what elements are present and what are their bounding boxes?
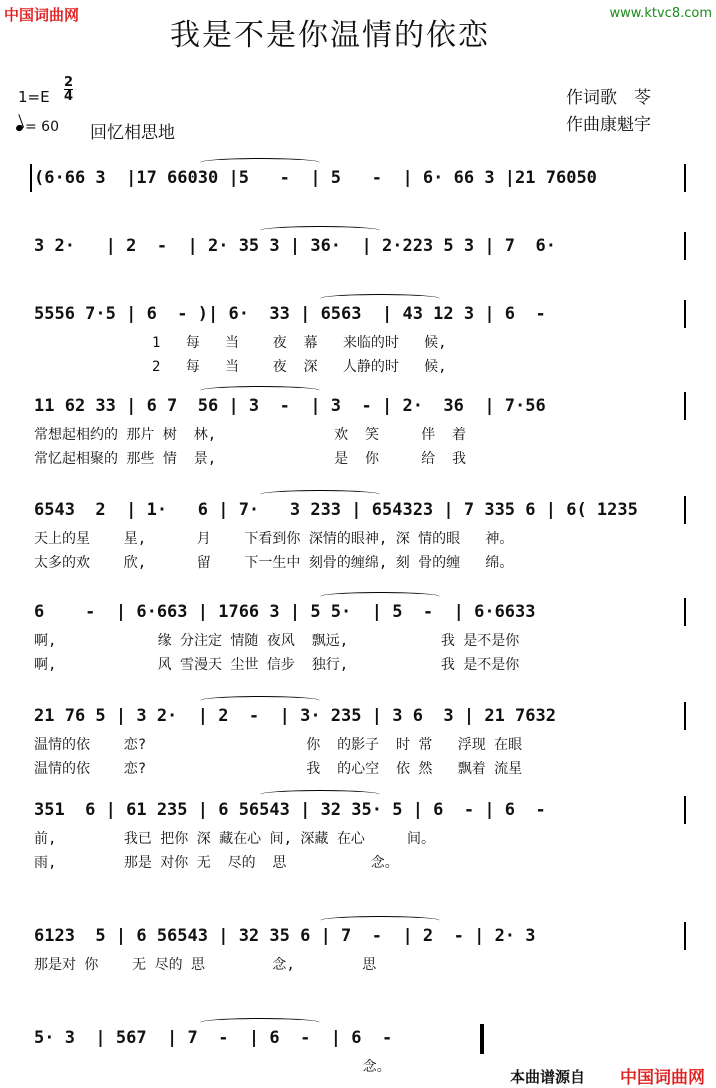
slur-mark bbox=[260, 226, 380, 235]
subtitle: 回忆相思地 bbox=[90, 123, 175, 143]
barline bbox=[30, 164, 32, 192]
time-signature-bottom: 4 bbox=[64, 89, 74, 104]
notation-row: 11 62 33 | 6 7 56 | 3 - | 3 - | 2· 36 | 7·56 bbox=[34, 396, 546, 416]
barline bbox=[684, 496, 686, 524]
notation-row: 5556 7·5 | 6 - )| 6· 33 | 6563 | 43 12 3 | 6 - bbox=[34, 304, 546, 324]
barline bbox=[684, 300, 686, 328]
notation-row: 21 76 5 | 3 2· | 2 - | 3· 235 | 3 6 3 | 21 7632 bbox=[34, 706, 556, 726]
composer-credit: 作曲康魁宇 bbox=[566, 115, 651, 135]
lyric-line-1: 常想起相约的 那片 树 林, 欢 笑 伴 着 bbox=[34, 427, 467, 443]
source-brand: 中国词曲网 bbox=[620, 1068, 705, 1088]
slur-mark bbox=[320, 294, 440, 303]
barline bbox=[684, 702, 686, 730]
lyric-line-1: 天上的星 星, 月 下看到你 深情的眼神, 深 情的眼 神。 bbox=[34, 531, 514, 547]
lyric-line-1: 那是对 你 无 尽的 思 念, 思 bbox=[34, 957, 377, 973]
lyric-line-2: 常忆起相聚的 那些 情 景, 是 你 给 我 bbox=[34, 451, 467, 467]
notation-row: 6543 2 | 1· 6 | 7· 3 233 | 654323 | 7 335 6 | 6( 1235 bbox=[34, 500, 638, 520]
slur-mark bbox=[320, 592, 440, 601]
barline bbox=[684, 922, 686, 950]
tempo-value: = 60 bbox=[25, 119, 59, 135]
notation-row: 5· 3 | 567 | 7 - | 6 - | 6 - bbox=[34, 1028, 393, 1048]
notation-row: 351 6 | 61 235 | 6 56543 | 32 35· 5 | 6 - | 6 - bbox=[34, 800, 546, 820]
notation-row: 6 - | 6·663 | 1766 3 | 5 5· | 5 - | 6·6633 bbox=[34, 602, 536, 622]
notation-row: (6·66 3 |17 66030 |5 - | 5 - | 6· 66 3 |21 76050 bbox=[34, 168, 597, 188]
lyric-line-1: 念。 bbox=[34, 1059, 391, 1075]
lyric-line-1: 温情的依 恋? 你 的影子 时 常 浮现 在眼 bbox=[34, 737, 523, 753]
barline bbox=[684, 164, 686, 192]
source-label: 本曲谱源自 bbox=[510, 1068, 586, 1086]
notation-row: 3 2· | 2 - | 2· 35 3 | 36· | 2·223 5 3 | 7 6· bbox=[34, 236, 556, 256]
slur-mark bbox=[200, 696, 320, 705]
watermark-left: 中国词曲网 bbox=[4, 6, 80, 24]
notation-row: 6123 5 | 6 56543 | 32 35 6 | 7 - | 2 - | 2· 3 bbox=[34, 926, 536, 946]
quarter-note-icon bbox=[15, 124, 24, 132]
slur-mark bbox=[200, 386, 320, 395]
slur-mark bbox=[200, 158, 320, 167]
slur-mark bbox=[320, 916, 440, 925]
lyric-line-2: 雨, 那是 对你 无 尽的 思 念。 bbox=[34, 855, 399, 871]
final-barline bbox=[480, 1024, 484, 1054]
lyric-line-1: 1 每 当 夜 幕 来临的时 候, bbox=[34, 335, 447, 351]
slur-mark bbox=[200, 1018, 320, 1027]
lyric-line-2: 温情的依 恋? 我 的心空 依 然 飘着 流星 bbox=[34, 761, 523, 777]
barline bbox=[684, 598, 686, 626]
barline bbox=[684, 232, 686, 260]
time-signature-top: 2 bbox=[64, 75, 74, 90]
song-title: 我是不是你温情的依恋 bbox=[170, 18, 490, 53]
watermark-right: www.ktvc8.com bbox=[609, 6, 712, 21]
lyric-line-2: 啊, 风 雪漫天 尘世 信步 独行, 我 是不是你 bbox=[34, 657, 520, 673]
time-signature bbox=[64, 76, 73, 103]
key-signature: 1=E bbox=[18, 88, 50, 106]
barline bbox=[684, 796, 686, 824]
barline bbox=[684, 392, 686, 420]
slur-mark bbox=[260, 490, 380, 499]
slur-mark bbox=[260, 790, 380, 799]
tempo-marking bbox=[16, 119, 59, 135]
lyric-line-2: 2 每 当 夜 深 人静的时 候, bbox=[34, 359, 447, 375]
lyric-line-1: 前, 我已 把你 深 藏在心 间, 深藏 在心 间。 bbox=[34, 831, 436, 847]
lyric-line-1: 啊, 缘 分注定 情随 夜风 飘远, 我 是不是你 bbox=[34, 633, 520, 649]
lyricist-credit: 作词歌 苓 bbox=[566, 88, 651, 108]
lyric-line-2: 太多的欢 欣, 留 下一生中 刻骨的缠绵, 刻 骨的缠 绵。 bbox=[34, 555, 514, 571]
